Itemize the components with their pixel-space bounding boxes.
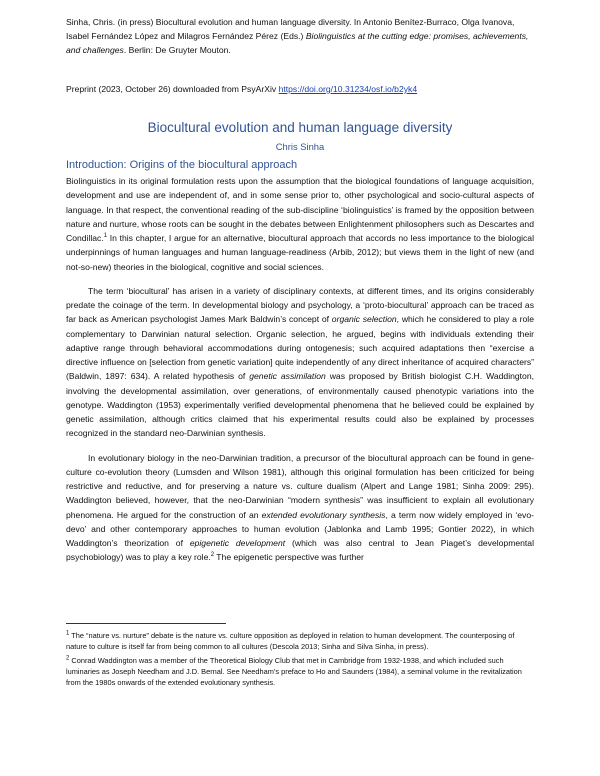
citation-text: Sinha, Chris. (in press) Biocultural evolution and human language diversity. In Antonio Benítez-Burraco, Olga Ivanova, Isabel Fernández López and Milagros Fernández Pérez (Eds.) <box>66 17 515 42</box>
footnote-1 <box>66 630 534 653</box>
paragraph-1-text-b: In this chapter, I argue for an alternative, biocultural approach that accords no less importance to the biological underpinnings of human languages and human language-readiness (Arbib, 2012); but views them in the light of new (and not-so-new) theories in the biological, cognitive and social sciences. <box>66 233 534 272</box>
term-epigenetic-development: epigenetic development <box>189 538 286 548</box>
paper-author: Chris Sinha <box>275 141 325 152</box>
section-heading: Introduction: Origins of the biocultural approach <box>66 159 298 171</box>
footnotes <box>66 630 534 690</box>
footnote-2-number: 2 <box>66 655 70 662</box>
footnote-1-text: The “nature vs. nurture” debate is the nature vs. culture opposition as deployed in relation to human development. The counterposing of nature to culture is itself far from being common to all cultures (Descola 2013; Sinha and Silva Sinha, in press). <box>66 631 515 652</box>
paragraph-1 <box>66 174 534 274</box>
citation-publisher: . Berlin: De Gruyter Mouton. <box>123 45 231 56</box>
paragraph-1-text-a: Biolinguistics in its original formulation rests upon the assumption that the biological foundations of language acquisition, development and use are independent of, and in some sense prior to, other psychological and socio-cultural aspects of language. In that respect, the conventional reading of the sub-discipline ‘biolinguistics’ is framed by the opposition between nature and nurture, whose roots can be sought in the debates between Enlightenment philosophers such as Descartes and Condillac. <box>66 176 534 243</box>
footnote-2-text: Conrad Waddington was a member of the Theoretical Biology Club that met in Cambridge from 1932-1938, and which included such luminaries as Joseph Needham and J.D. Bernal. See Needham’s preface to Ho and Saunders (1984), a seminal volume in the revitalization from the 1980s onwards of the extended evolutionary synthesis. <box>66 655 522 688</box>
paragraph-2-text-c: was proposed by British biologist C.H. Waddington, involving the developmental assimilation, over generations, of environmentally caused phenotypic variations into the genotype. Waddington (1953) experimentally verified developmental phenomena that he believed could be explained by genetic assimilation, although critics claimed that his experimental results could also be explained by processes recognized in the standard neo-Darwinian synthesis. <box>66 371 535 439</box>
doi-link[interactable]: https://doi.org/10.31234/osf.io/b2yk4 <box>278 84 418 94</box>
term-organic-selection: organic selection <box>331 314 397 325</box>
term-genetic-assimilation: genetic assimilation <box>249 371 326 382</box>
footnote-2 <box>66 655 534 689</box>
footnote-ref-1[interactable]: 1 <box>103 233 108 240</box>
preprint-notice <box>66 83 534 96</box>
paragraph-2-text-a: The term ‘biocultural’ has arisen in a variety of disciplinary contexts, at different times, and its origins considerably predate the coinage of the term. In developmental biology and psychology, a ‘proto-biocultural’ approach can be traced as far back as American psychologist James Mark Baldwin’s concept of <box>66 285 534 325</box>
paragraph-2 <box>66 284 534 441</box>
preprint-text: Preprint (2023, October 26) downloaded from PsyArXiv <box>66 84 279 94</box>
paragraph-3-text-c: (which was also central to Jean Piaget’s developmental psychobiology) was to play a key role. <box>66 538 534 563</box>
citation-book-title: Biolinguistics at the cutting edge: promises, achievements, and challenges <box>66 31 529 56</box>
footnote-1-number: 1 <box>66 630 70 637</box>
body-text <box>66 174 534 575</box>
paragraph-3-text-b: , a term now widely employed in ‘evo-devo’ and other contemporary approaches to human evolution (Jablonka and Lamb 1995; Gontier 2022), in which Waddington’s theorization of <box>66 509 534 548</box>
footnote-divider <box>66 623 226 624</box>
paragraph-3 <box>66 451 534 565</box>
term-extended-evolutionary-synthesis: extended evolutionary synthesis <box>261 509 386 520</box>
paragraph-2-text-b: , which he considered to play a role complementary to Darwinian natural selection. Organic selection, he argued, begins with individuals extending their adaptive range through behavioral accommodations during ontogenesis; such acquired adaptations then “exercise a directive influence on [selection from genetic variation] quite independently of any direct inheritance of acquired characters” (Baldwin, 1897: 634). A related hypothesis of <box>66 314 534 382</box>
paper-title: Biocultural evolution and human language diversity <box>147 120 453 135</box>
paragraph-3-text-a: In evolutionary biology in the neo-Darwinian tradition, a precursor of the biocultural approach can be found in gene-culture co-evolution theory (Lumsden and Wilson 1981), although this original formulation has been criticized for being restrictive and reductive, and for preserving a nature vs. culture dualism (Alpert and Lange 1981; Sinha 2009: 295). Waddington believed, however, that the neo-Darwinian “modern synthesis” was insufficient to explain all evolutionary phenomena. He argued for the construction of an <box>66 452 534 520</box>
footnote-ref-2[interactable]: 2 <box>210 552 215 559</box>
paragraph-3-text-d: The epigenetic perspective was further <box>214 552 364 563</box>
citation-block <box>66 15 534 58</box>
